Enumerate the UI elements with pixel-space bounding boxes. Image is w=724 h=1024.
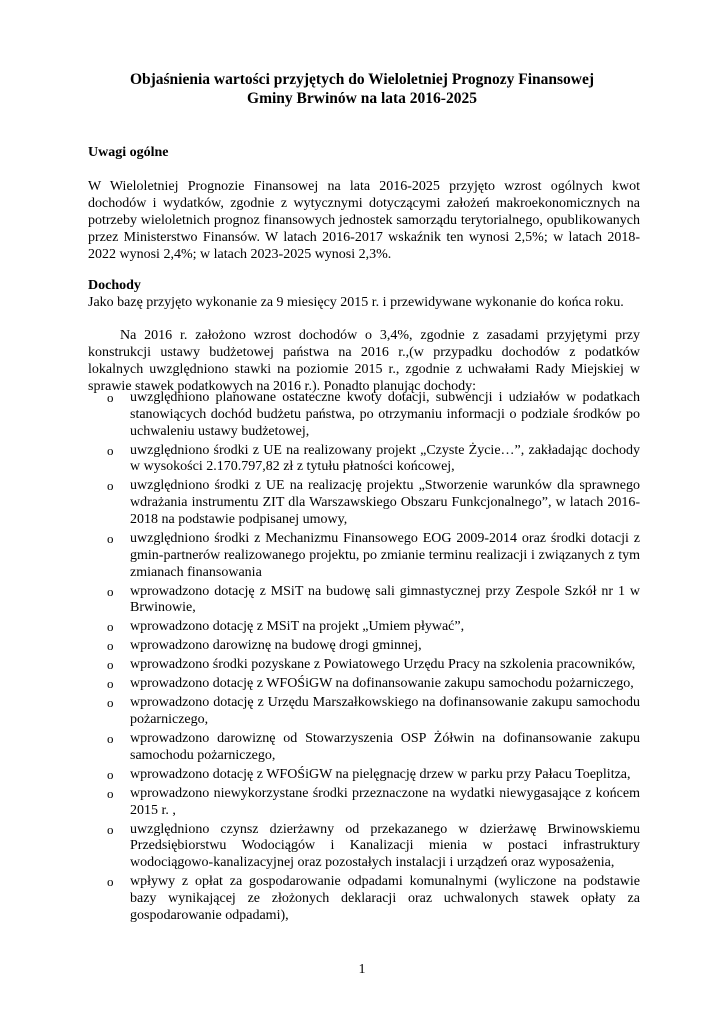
list-item: [88, 874, 640, 924]
list-item: [88, 676, 640, 693]
section-heading-general: Uwagi ogólne: [88, 145, 169, 160]
list-item-text: wprowadzono niewykorzystane środki przeznaczone na wydatki niewygasające z końcem 2015 r. ,: [130, 785, 640, 818]
list-item-text: wprowadzono dotację z WFOŚiGW na pielęgnację drzew w parku przy Pałacu Toeplitza,: [130, 766, 631, 782]
list-item: [88, 657, 640, 674]
income-items-list: [88, 390, 640, 927]
list-item-text: wprowadzono dotację z WFOŚiGW na dofinansowanie zakupu samochodu pożarniczego,: [130, 676, 634, 692]
bullet-icon: o: [107, 583, 114, 599]
bullet-icon: o: [107, 785, 114, 801]
document-title: [60, 70, 664, 108]
list-item-text: wprowadzono darowiznę na budowę drogi gminnej,: [130, 638, 422, 654]
bullet-icon: o: [107, 442, 114, 458]
list-item: [88, 638, 640, 655]
list-item-text: wprowadzono dotację z Urzędu Marszałkowskiego na dofinansowanie zakupu samochodu pożarniczego,: [130, 695, 640, 728]
list-item: [88, 695, 640, 729]
bullet-icon: o: [107, 390, 114, 405]
bullet-icon: o: [107, 874, 114, 890]
list-item-text: wprowadzono dotację z MSiT na budowę sali gimnastycznej przy Zespole Szkół nr 1 w Brwinowie,: [130, 583, 640, 616]
list-item-text: uwzględniono środki z UE na realizację projektu „Stworzenie warunków dla sprawnego wdrażania instrumentu ZIT dla Warszawskiego Obszaru Funkcjonalnego”, w latach 2016-2018 na podstawie podpisanej umowy,: [130, 478, 640, 527]
list-item: [88, 478, 640, 528]
bullet-icon: o: [107, 638, 114, 654]
list-item-text: wprowadzono środki pozyskane z Powiatowego Urzędu Pracy na szkolenia pracowników,: [130, 657, 636, 673]
bullet-icon: o: [107, 619, 114, 635]
list-item-text: wpływy z opłat za gospodarowanie odpadami komunalnymi (wyliczone na podstawie bazy wynikającej ze złożonych deklaracji oraz uchwalonych stawek opłaty za gospodarowanie odpadami),: [130, 874, 640, 923]
list-item-text: uwzględniono środki z Mechanizmu Finansowego EOG 2009-2014 oraz środki dotacji z gmin-partnerów realizowanego projektu, po zmianie terminu realizacji i związanych z tym zmianach finansowania: [130, 530, 640, 580]
page-number: 1: [358, 962, 366, 977]
list-item: [88, 786, 640, 820]
bullet-icon: o: [107, 695, 114, 711]
list-item: [88, 731, 640, 765]
list-item: [88, 443, 640, 477]
list-item: [88, 822, 640, 872]
bullet-icon: o: [107, 731, 114, 747]
bullet-icon: o: [107, 676, 114, 692]
bullet-icon: o: [107, 478, 114, 494]
bullet-icon: o: [107, 821, 114, 837]
list-item: [88, 767, 640, 784]
list-item-text: uwzględniono środki z UE na realizowany projekt „Czyste Życie…”, zakładając dochody w wysokości 2.170.797,82 zł z tytułu płatności końcowej,: [130, 442, 640, 475]
title-line-1: Objaśnienia wartości przyjętych do Wieloletniej Prognozy Finansowej: [129, 71, 595, 88]
list-item: [88, 390, 640, 440]
list-item: [88, 584, 640, 618]
income-main-paragraph: Na 2016 r. założono wzrost dochodów o 3,4%, zgodnie z zasadami przyjętymi przy konstrukcji ustawy budżetowej państwa na 2016 r.,(w przypadku dochodów z podatków lokalnych uwzględniono stawki na poziomie 2015 r., zgodnie z uchwałami Rady Miejskiej w sprawie stawek podatkowych na 2016 r.). Ponadto planując dochody:: [88, 328, 640, 394]
list-item-text: uwzględniono czynsz dzierżawny od przekazanego w dzierżawę Brwinowskiemu Przedsiębiorstwu Wodociągów i Kanalizacji mienia w postaci infrastruktury wodociągowo-kanalizacyjnej oraz pozostałych instalacji i urządzeń oraz wyposażenia,: [130, 821, 640, 871]
list-item-text: wprowadzono dotację z MSiT na projekt „Umiem pływać”,: [130, 619, 465, 635]
general-remarks-paragraph: W Wieloletniej Prognozie Finansowej na lata 2016-2025 przyjęto wzrost ogólnych kwot dochodów i wydatków, zgodnie z wytycznymi dotyczącymi założeń makroekonomicznych na potrzeby wieloletnich prognoz finansowych jednostek samorządu terytorialnego, opublikowanych przez Ministerstwo Finansów. W latach 2016-2017 wskaźnik ten wynosi 2,5%; w latach 2018-2022 wynosi 2,4%; w latach 2023-2025 wynosi 2,3%.: [88, 179, 640, 262]
section-heading-income: Dochody: [88, 278, 141, 293]
list-item: [88, 619, 640, 636]
list-item-text: wprowadzono darowiznę od Stowarzyszenia OSP Żółwin na dofinansowanie zakupu samochodu pożarniczego,: [130, 731, 640, 763]
bullet-icon: o: [107, 657, 114, 673]
bullet-icon: o: [107, 766, 114, 782]
list-item: [88, 531, 640, 581]
income-intro-paragraph: Jako bazę przyjęto wykonanie za 9 miesięcy 2015 r. i przewidywane wykonanie do końca roku.: [88, 295, 624, 310]
title-line-2: Gminy Brwinów na lata 2016-2025: [247, 90, 477, 107]
bullet-icon: o: [107, 530, 114, 546]
list-item-text: uwzględniono planowane ostateczne kwoty dotacji, subwencji i udziałów w podatkach stanowiących dochód budżetu państwa, po otrzymaniu informacji o podziale środków po uchwaleniu ustawy budżetowej,: [130, 390, 640, 439]
